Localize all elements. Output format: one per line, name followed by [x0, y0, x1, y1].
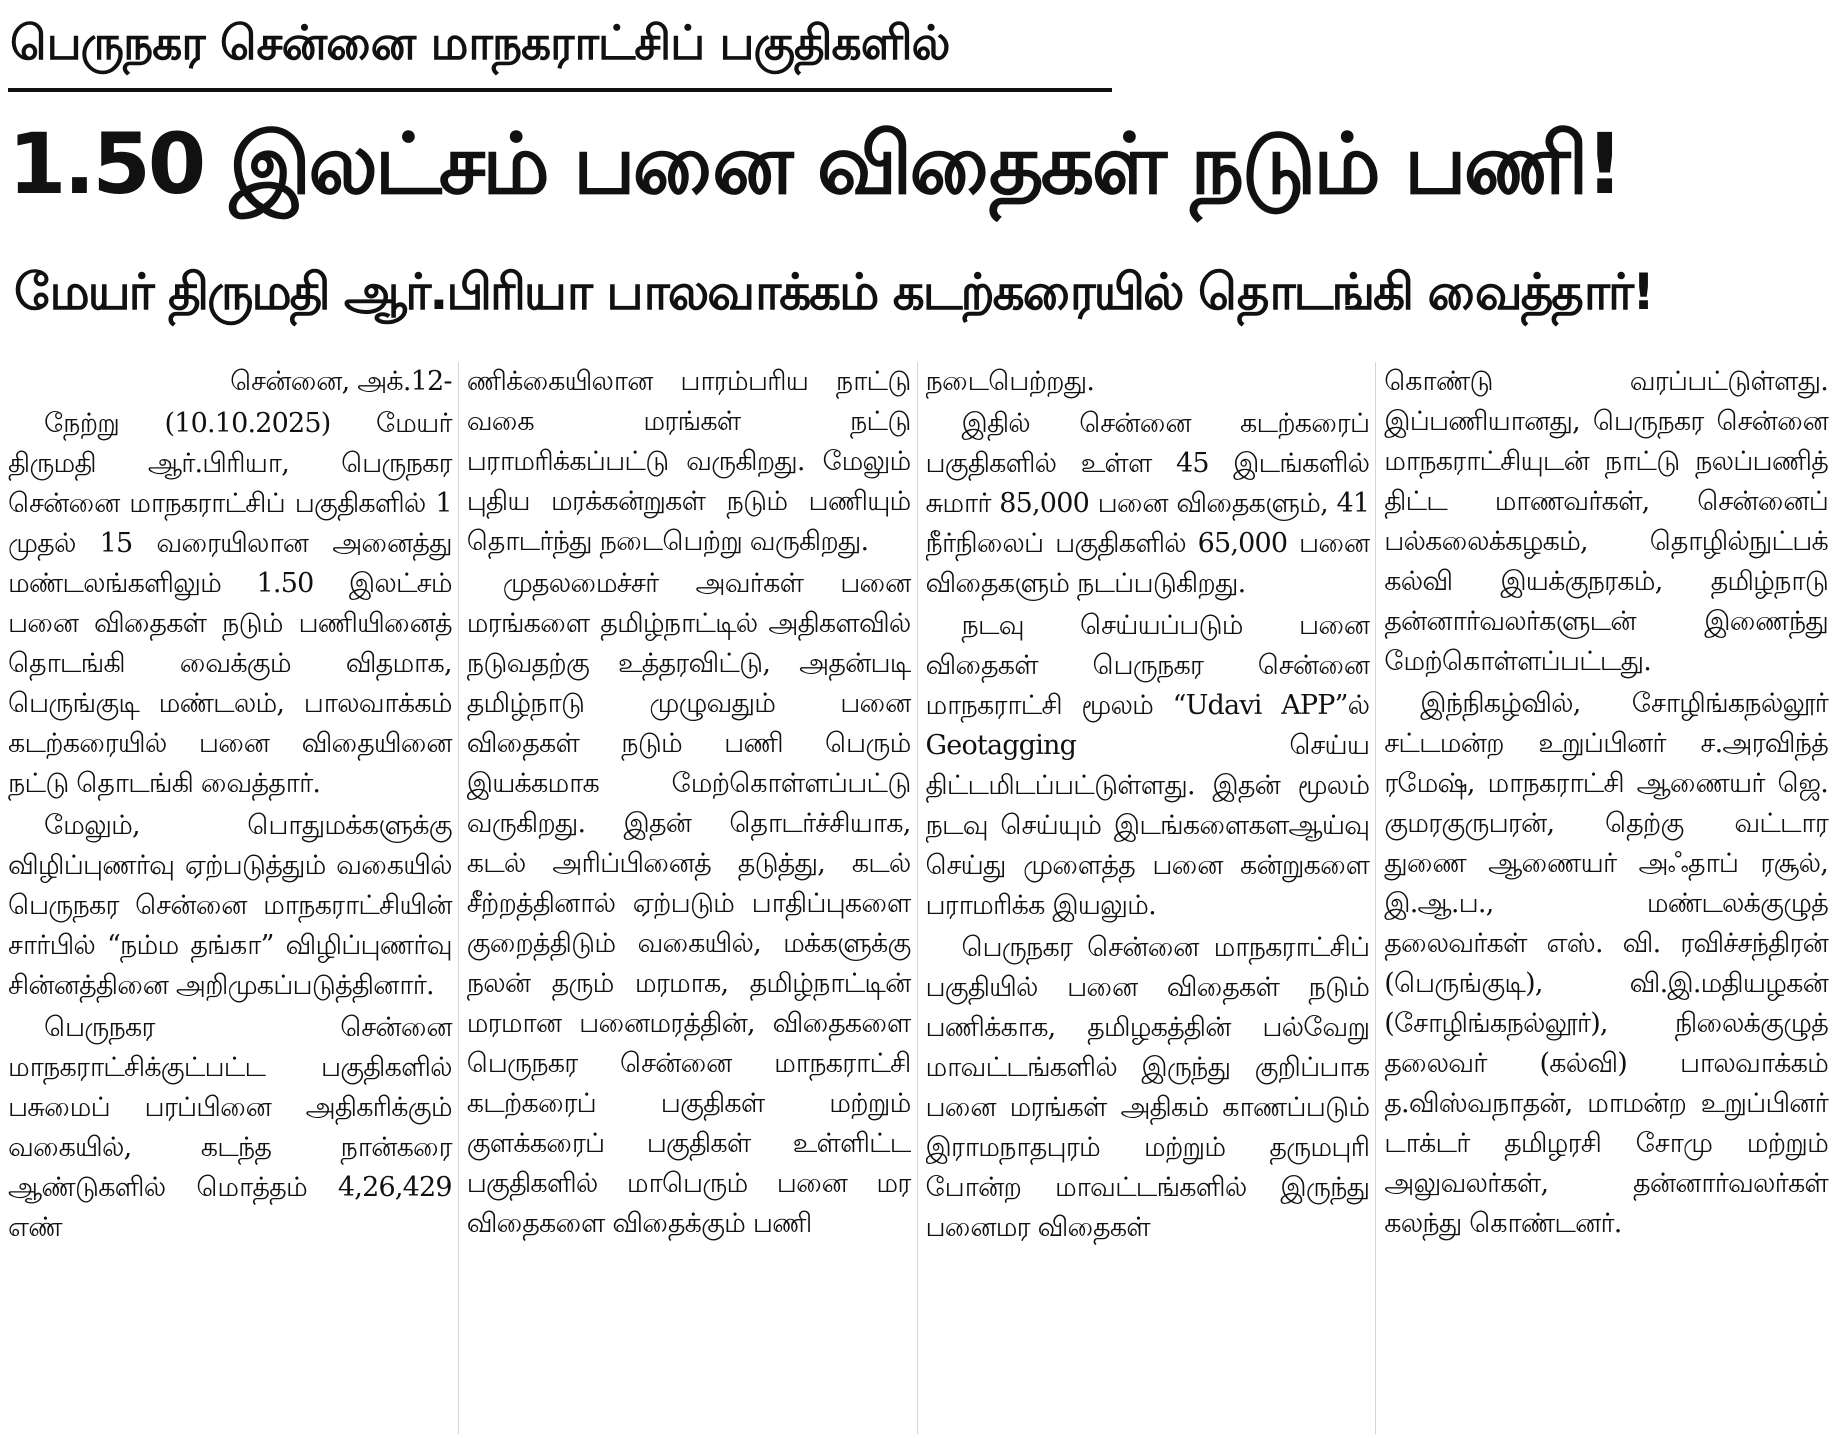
- article-body: [8, 362, 1834, 1434]
- kicker-headline: பெருநகர சென்னை மாநகராட்சிப் பகுதிகளில்: [10, 16, 950, 71]
- article-column-3: [926, 362, 1377, 1434]
- paragraph: இதில் சென்னை கடற்கரைப் பகுதிகளில் உள்ள 45 இடங்களில் சுமார் 85,000 பனை விதைகளும், 41 நீர்நிலைப் பகுதிகளில் 65,000 பனை விதைகளும் நடப்படுகிறது.: [925, 408, 1370, 599]
- sub-headline: மேயர் திருமதி ஆர்.பிரியா பாலவாக்கம் கடற்கரையில் தொடங்கி வைத்தார்!: [14, 263, 1653, 321]
- paragraph: மேலும், பொதுமக்களுக்கு விழிப்புணர்வு ஏற்படுத்தும் வகையில் பெருநகர சென்னை மாநகராட்சியின் சார்பில் “நம்ம தங்கா” விழிப்புணர்வு சின்னத்தினை அறிமுகப்படுத்தினார்.: [8, 810, 452, 1001]
- kicker-underline: [8, 88, 1112, 92]
- dateline: சென்னை, அக்.12-: [230, 366, 452, 397]
- paragraph: நேற்று (10.10.2025) மேயர் திருமதி ஆர்.பிரியா, பெருநகர சென்னை மாநகராட்சிப் பகுதிகளில் 1 முதல் 15 வரையிலான அனைத்து மண்டலங்களிலும் 1.50 இலட்சம் பனை விதைகள் நடும் பணியினைத் தொடங்கி வைக்கும் விதமாக, பெருங்குடி மண்டலம், பாலவாக்கம் கடற்கரையில் பனை விதையினை நட்டு தொடங்கி வைத்தார்.: [8, 408, 452, 799]
- paragraph: நடைபெற்றது.: [925, 366, 1095, 397]
- article-column-4: [1384, 362, 1834, 1434]
- paragraph: நடவு செய்யப்படும் பனை விதைகள் பெருநகர சென்னை மாநகராட்சி மூலம் “Udavi APP”ல் Geotagging செய்ய திட்டமிடப்பட்டுள்ளது. இதன் மூலம் நடவு செய்யும் இடங்களைகளஆய்வு செய்து முளைத்த பனை கன்றுகளை பராமரிக்க இயலும்.: [925, 610, 1370, 921]
- paragraph: இந்நிகழ்வில், சோழிங்கநல்லூர் சட்டமன்ற உறுப்பினர் ச.அரவிந்த் ரமேஷ், மாநகராட்சி ஆணையர் ஜெ. குமரகுருபரன், தெற்கு வட்டார துணை ஆணையர் அஃதாப் ரசூல், இ.ஆ.ப., மண்டலக்குழுத் தலைவர்கள் எஸ். வி. ரவிச்சந்திரன் (பெருங்குடி), வி.இ.மதியழகன் (சோழிங்கநல்லூர்), நிலைக்குழுத் தலைவர் (கல்வி) பாலவாக்கம் த.விஸ்வநாதன், மாமன்ற உறுப்பினர் டாக்டர் தமிழரசி சோமு மற்றும் அலுவலர்கள், தன்னார்வலர்கள் கலந்து கொண்டனர்.: [1384, 688, 1828, 1239]
- paragraph: கொண்டு வரப்பட்டுள்ளது. இப்பணியானது, பெருநகர சென்னை மாநகராட்சியுடன் நாட்டு நலப்பணித் திட்ட மாணவர்கள், சென்னைப் பல்கலைக்கழகம், தொழில்நுட்பக் கல்வி இயக்குநரகம், தமிழ்நாடு தன்னார்வலர்களுடன் இணைந்து மேற்கொள்ளப்பட்டது.: [1384, 366, 1828, 677]
- article-column-2: [467, 362, 918, 1434]
- article-column-1: [8, 362, 459, 1434]
- paragraph: பெருநகர சென்னை மாநகராட்சிப் பகுதியில் பனை விதைகள் நடும் பணிக்காக, தமிழகத்தின் பல்வேறு மாவட்டங்களில் இருந்து குறிப்பாக பனை மரங்கள் அதிகம் காணப்படும் இராமநாதபுரம் மற்றும் தருமபுரி போன்ற மாவட்டங்களில் இருந்து பனைமர விதைகள்: [925, 932, 1370, 1243]
- main-headline: 1.50 இலட்சம் பனை விதைகள் நடும் பணி!: [8, 115, 1621, 213]
- paragraph: ணிக்கையிலான பாரம்பரிய நாட்டு வகை மரங்கள் நட்டு பராமரிக்கப்பட்டு வருகிறது. மேலும் புதிய மரக்கன்றுகள் நடும் பணியும் தொடர்ந்து நடைபெற்று வருகிறது.: [466, 366, 911, 557]
- paragraph: பெருநகர சென்னை மாநகராட்சிக்குட்பட்ட பகுதிகளில் பசுமைப் பரப்பினை அதிகரிக்கும் வகையில், கடந்த நான்கரை ஆண்டுகளில் மொத்தம் 4,26,429 எண்: [8, 1012, 452, 1243]
- paragraph: முதலமைச்சர் அவர்கள் பனை மரங்களை தமிழ்நாட்டில் அதிகளவில் நடுவதற்கு உத்தரவிட்டு, அதன்படி தமிழ்நாடு முழுவதும் பனை விதைகள் நடும் பணி பெரும் இயக்கமாக மேற்கொள்ளப்பட்டு வருகிறது. இதன் தொடர்ச்சியாக, கடல் அரிப்பினைத் தடுத்து, கடல் சீற்றத்தினால் ஏற்படும் பாதிப்புகளை குறைத்திடும் வகையில், மக்களுக்கு நலன் தரும் மரமாக, தமிழ்நாட்டின் மரமான பனைமரத்தின், விதைகளை பெருநகர சென்னை மாநகராட்சி கடற்கரைப் பகுதிகள் மற்றும் குளக்கரைப் பகுதிகள் உள்ளிட்ட பகுதிகளில் மாபெரும் பனை மர விதைகளை விதைக்கும் பணி: [466, 568, 911, 1239]
